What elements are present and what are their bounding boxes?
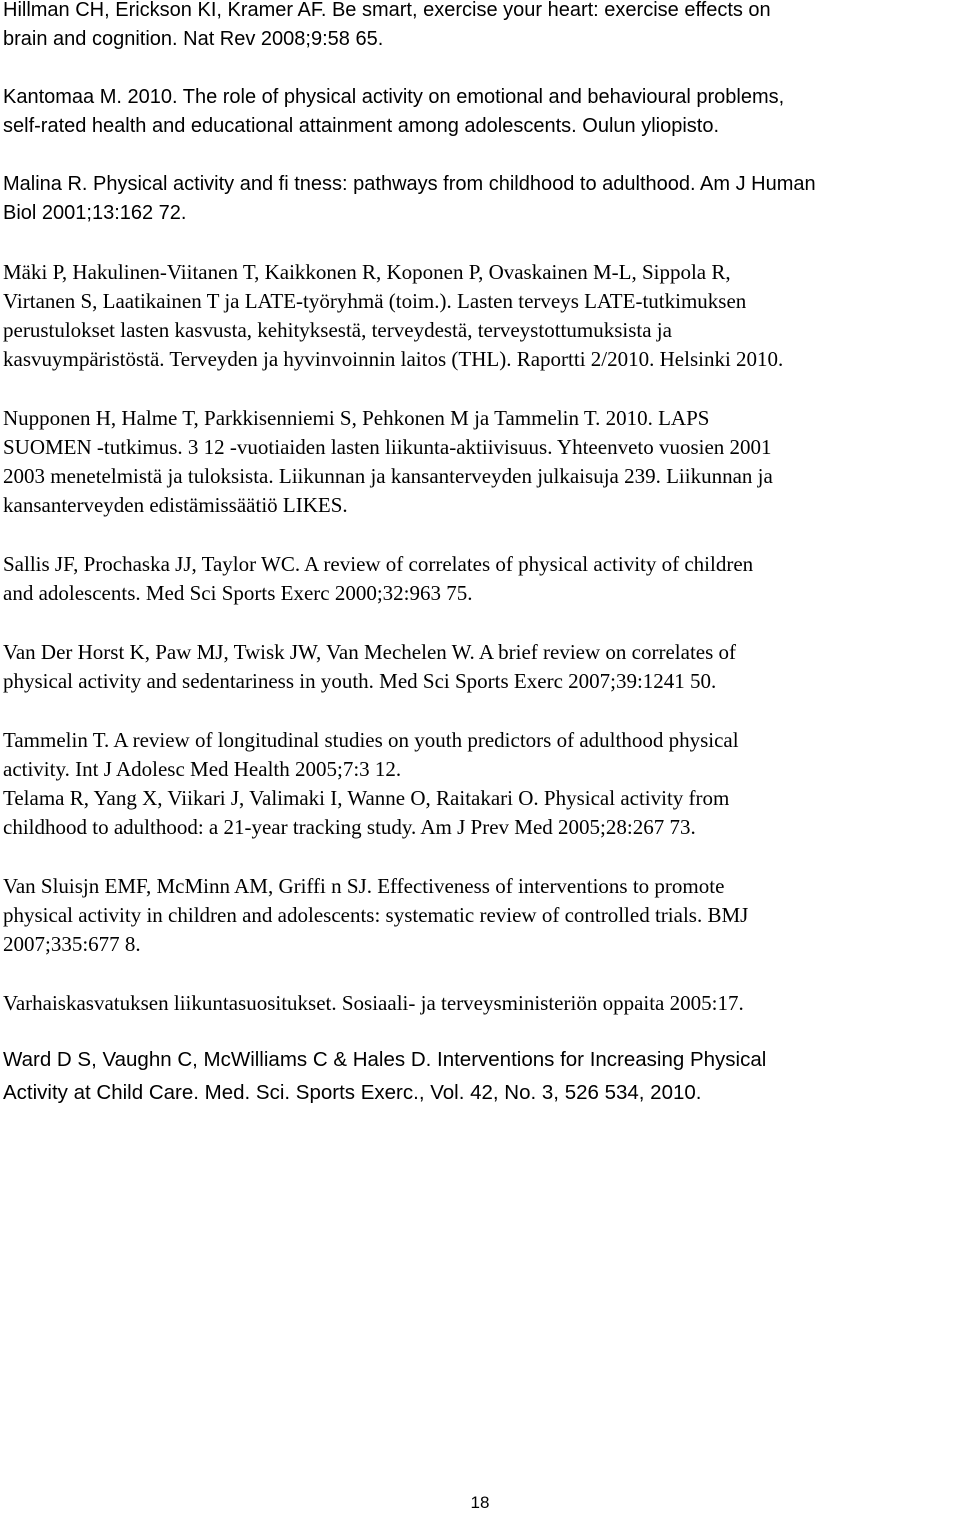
reference-line: 2003 menetelmistä ja tuloksista. Liikunnan ja kansanterveyden julkaisuja 239. Liikunnan ja [3, 464, 773, 488]
reference-line: Activity at Child Care. Med. Sci. Sports Exerc., Vol. 42, No. 3, 526 534, 2010. [3, 1081, 702, 1104]
reference-tammelin [3, 726, 953, 784]
reference-van-sluisjn [3, 872, 953, 959]
reference-line: brain and cognition. Nat Rev 2008;9:58 65. [3, 28, 384, 50]
reference-maki [3, 258, 953, 374]
reference-line: Telama R, Yang X, Viikari J, Valimaki I, Wanne O, Raitakari O. Physical activity from [3, 786, 730, 810]
reference-line: 2007;335:677 8. [3, 932, 141, 956]
reference-line: kansanterveyden edistämissäätiö LIKES. [3, 493, 348, 517]
page-number: 18 [470, 1493, 490, 1512]
reference-hillman [3, 0, 953, 54]
reference-line: childhood to adulthood: a 21-year tracking study. Am J Prev Med 2005;28:267 73. [3, 815, 696, 839]
reference-line: Biol 2001;13:162 72. [3, 202, 187, 224]
reference-line: activity. Int J Adolesc Med Health 2005;7:3 12. [3, 757, 402, 781]
reference-line: Virtanen S, Laatikainen T ja LATE-työryhmä (toim.). Lasten terveys LATE-tutkimuksen [3, 289, 747, 313]
reference-line: Tammelin T. A review of longitudinal studies on youth predictors of adulthood physical [3, 728, 739, 752]
reference-line: Ward D S, Vaughn C, McWilliams C & Hales D. Interventions for Increasing Physical [3, 1048, 767, 1071]
reference-malina [3, 170, 953, 228]
reference-line: Mäki P, Hakulinen-Viitanen T, Kaikkonen R, Koponen P, Ovaskainen M-L, Sippola R, [3, 260, 731, 284]
reference-line: self-rated health and educational attainment among adolescents. Oulun yliopisto. [3, 115, 720, 137]
reference-line: Nupponen H, Halme T, Parkkisenniemi S, Pehkonen M ja Tammelin T. 2010. LAPS [3, 406, 710, 430]
reference-line: physical activity in children and adolescents: systematic review of controlled trials. BMJ [3, 903, 749, 927]
reference-line: and adolescents. Med Sci Sports Exerc 2000;32:963 75. [3, 581, 473, 605]
reference-line: SUOMEN -tutkimus. 3 12 -vuotiaiden lasten liikunta-aktiivisuus. Yhteenveto vuosien 2001 [3, 435, 772, 459]
reference-telama [3, 784, 953, 842]
reference-line: perustulokset lasten kasvusta, kehityksestä, terveydestä, terveystottumuksista ja [3, 318, 672, 342]
reference-ward [3, 1043, 953, 1109]
reference-van-der-horst [3, 638, 953, 696]
reference-line: Varhaiskasvatuksen liikuntasuositukset. Sosiaali- ja terveysministeriön oppaita 2005:17. [3, 991, 744, 1015]
reference-line: Van Der Horst K, Paw MJ, Twisk JW, Van Mechelen W. A brief review on correlates of [3, 640, 737, 664]
reference-line: Kantomaa M. 2010. The role of physical activity on emotional and behavioural problems, [3, 86, 785, 108]
reference-line: Malina R. Physical activity and fi tness: pathways from childhood to adulthood. Am J Human [3, 173, 816, 195]
reference-line: Van Sluisjn EMF, McMinn AM, Griffi n SJ. Effectiveness of interventions to promote [3, 874, 725, 898]
reference-varhaiskasvatuksen [3, 989, 953, 1018]
reference-line: kasvuympäristöstä. Terveyden ja hyvinvoinnin laitos (THL). Raportti 2/2010. Helsinki 2010. [3, 347, 784, 371]
reference-line: Hillman CH, Erickson KI, Kramer AF. Be smart, exercise your heart: exercise effects on [3, 0, 771, 21]
reference-line: Sallis JF, Prochaska JJ, Taylor WC. A review of correlates of physical activity of children [3, 552, 754, 576]
reference-sallis [3, 550, 953, 608]
reference-nupponen [3, 404, 953, 520]
reference-kantomaa [3, 83, 953, 141]
reference-line: physical activity and sedentariness in youth. Med Sci Sports Exerc 2007;39:1241 50. [3, 669, 717, 693]
